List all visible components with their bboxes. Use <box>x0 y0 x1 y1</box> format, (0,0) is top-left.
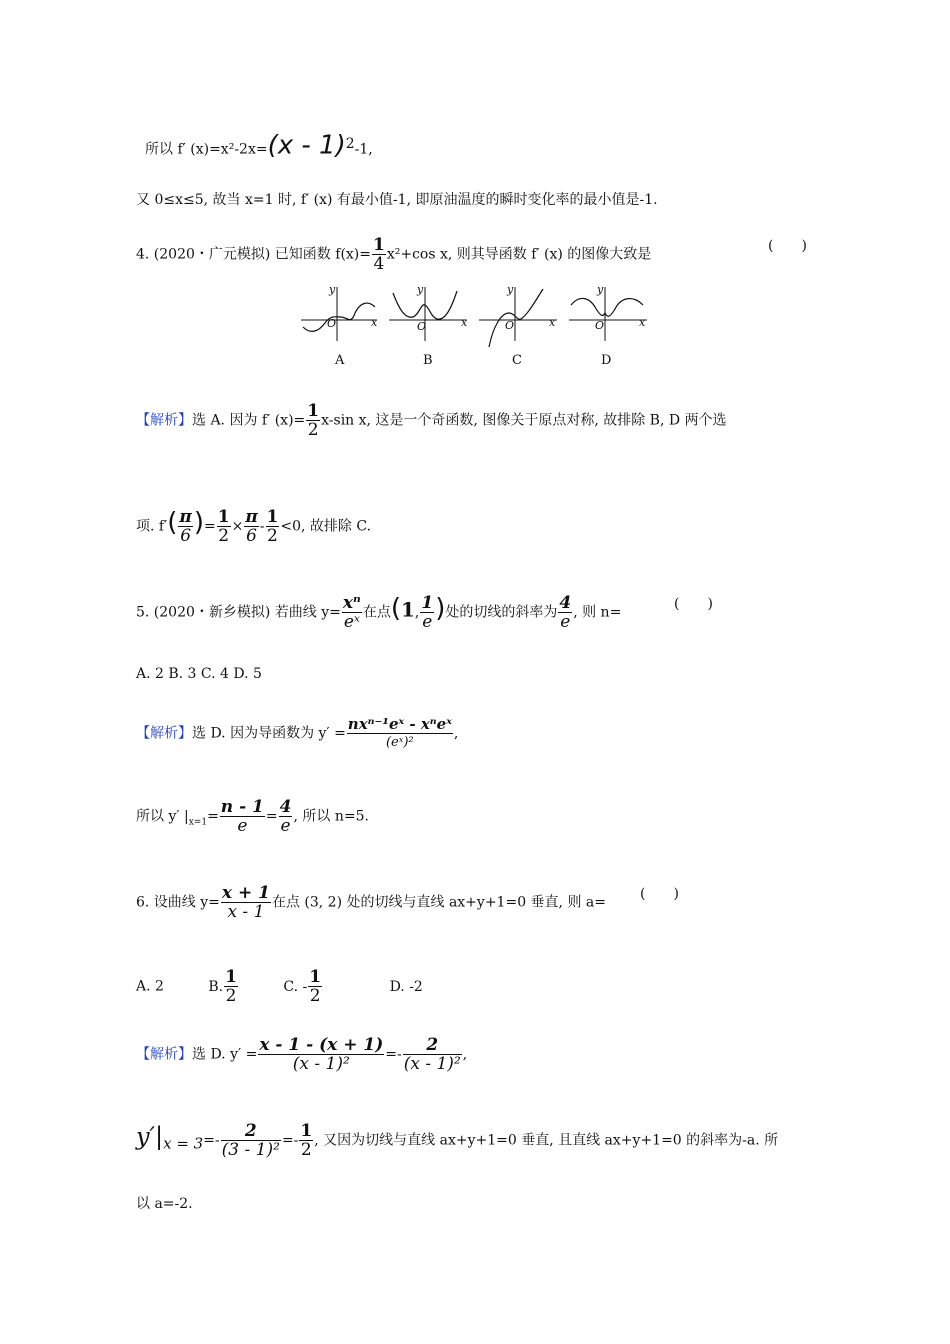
q6-options <box>136 968 423 1005</box>
q6-sol-eq: =- <box>385 1046 402 1063</box>
q6-solution-line3: 以 a=-2. <box>136 1196 193 1212</box>
q5-stem-a: 5. (2020・新乡模拟) 若曲线 y= <box>136 604 341 621</box>
q6-deriv-den: (x - 1)² <box>258 1054 384 1073</box>
derivative-text: 所以 f′ (x)=x²-2x= <box>145 141 268 158</box>
q4-stem-a: 4. (2020・广元模拟) 已知函数 f(x)= <box>136 246 371 263</box>
q4-sol-eq: = <box>204 518 216 535</box>
pi2-den: 6 <box>246 526 257 546</box>
q5-sol-eq2: = <box>265 808 278 825</box>
graph-a <box>301 287 377 341</box>
graph-a-origin: O <box>327 317 337 330</box>
q6-sol-b: , <box>462 1046 468 1063</box>
q6-option-c-fraction <box>308 968 322 1005</box>
q5-sol-b: , <box>453 725 459 742</box>
left-paren: ( <box>167 507 178 538</box>
derivative-line <box>145 130 373 161</box>
graph-label-c: C <box>512 353 522 368</box>
point-y-den: e <box>422 612 433 632</box>
q6-sol-c: , 又因为切线与直线 ax+y+1=0 垂直, 且直线 ax+y+1=0 的斜率为-a. 所 <box>314 1132 779 1149</box>
q5-sol-a: 选 D. 因为导函数为 y′ = <box>192 725 346 742</box>
q6-stem-a: 6. 设曲线 y= <box>136 894 220 911</box>
point-y-num: 1 <box>421 593 434 613</box>
q4-sol-e: <0, 故排除 C. <box>280 518 372 535</box>
q4-sol-fraction <box>306 402 320 439</box>
q6-stem-b: 在点 (3, 2) 处的切线与直线 ax+y+1=0 垂直, 则 a= <box>271 894 606 911</box>
graph-c-y-label: y <box>507 283 514 296</box>
q5-slope-fraction <box>279 798 293 835</box>
half2-num: 1 <box>266 507 279 527</box>
q6-half-fraction <box>299 1122 313 1159</box>
graph-d <box>569 287 647 341</box>
q5-result-num: n - 1 <box>220 797 264 817</box>
q4-sol-a: 选 A. 因为 f′ (x)= <box>192 412 306 429</box>
minimum-line: 又 0≤x≤5, 故当 x=1 时, f′ (x) 有最小值-1, 即原油温度的瞬时变化率的最小值是-1. <box>136 192 658 208</box>
q6-option-c: C. - <box>283 978 308 995</box>
q6-sol-eq2: =- <box>203 1132 220 1149</box>
question-5: 5. (2020・新乡模拟) 若曲线 y= $\frac{\text{xⁿ}}{\text{eˣ}}$ 在点(1, $\frac{1}{e}$ )处的切线的斜率为 $\frac{4}{e}$ , 则 n= <box>136 593 622 632</box>
q5-deriv-num: nxⁿ⁻¹eˣ - xⁿeˣ <box>347 715 452 733</box>
q6-sol-a: 选 D. y′ = <box>192 1046 258 1063</box>
q6-deriv-num: x - 1 - (x + 1) <box>259 1035 384 1055</box>
q6-c-num: 1 <box>309 967 322 987</box>
pi-num: π <box>179 507 192 527</box>
q6-eval-num: 2 <box>244 1121 257 1141</box>
q5-answer-paren: ( ) <box>674 596 713 612</box>
times-sign: × <box>231 518 244 535</box>
q4-frac-den: 4 <box>373 254 385 274</box>
q4-frac-num: 1 <box>373 235 385 255</box>
q6-function-fraction <box>221 884 271 921</box>
right-paren: ) <box>193 507 205 538</box>
graph-a-y-label: y <box>329 283 336 296</box>
graph-label-d: D <box>601 353 612 368</box>
slope-fraction <box>558 594 572 631</box>
q6-eval-fraction <box>221 1122 281 1159</box>
q4-sol-frac-den: 2 <box>307 420 319 440</box>
pi-den: 6 <box>180 526 192 546</box>
q6-option-d: D. -2 <box>389 978 423 995</box>
solution-tag: 【解析】 <box>136 1046 192 1063</box>
q4-sol-frac-num: 1 <box>307 401 320 421</box>
half1-num: 1 <box>217 507 230 527</box>
q5-deriv-den: (eˣ)² <box>347 733 453 752</box>
point-right-paren: ) <box>435 593 446 624</box>
pi2-num: π <box>245 507 258 527</box>
half-fraction-1 <box>217 508 231 545</box>
graph-c-origin: O <box>505 319 515 332</box>
q6-b-num: 1 <box>225 967 237 987</box>
question-6 <box>136 884 606 921</box>
q6-b-den: 2 <box>225 986 237 1006</box>
q5-options: A. 2 B. 3 C. 4 D. 5 <box>136 666 262 682</box>
q5-solution-line1 <box>136 715 458 752</box>
q5-derivative-fraction <box>347 715 453 752</box>
q5-slope-den: e <box>280 816 291 836</box>
q4-solution-line2 <box>136 508 371 545</box>
q6-derivative-fraction <box>258 1036 384 1073</box>
q6-solution-line2 <box>136 1122 778 1159</box>
graph-b-x-label: x <box>461 316 468 329</box>
q5-sol-c: 所以 y′ | <box>136 808 189 825</box>
q4-sol-c: 项. f′ <box>136 518 168 535</box>
q6-c-den: 2 <box>309 986 321 1006</box>
q6-f-num: x + 1 <box>221 883 270 903</box>
q4-graph-options <box>297 283 653 375</box>
pi-over-6-fraction <box>178 508 192 545</box>
q5-stem-d: , 则 n= <box>573 604 622 621</box>
question-4 <box>136 236 651 273</box>
graph-d-origin: O <box>595 319 605 332</box>
q6-solution-line1 <box>136 1036 467 1073</box>
pi-over-6-fraction-2 <box>244 508 258 545</box>
solution-tag: 【解析】 <box>136 412 192 429</box>
graph-a-x-label: x <box>371 316 378 329</box>
q6-half-num: 1 <box>300 1121 313 1141</box>
q6-answer-paren: ( ) <box>640 886 679 902</box>
q6-lhs: y′| <box>136 1122 164 1151</box>
q6-f-den: x - 1 <box>221 902 271 921</box>
point-y-fraction <box>420 594 434 631</box>
half-fraction-2 <box>266 508 280 545</box>
minus-sign: - <box>259 518 265 535</box>
q6-lhs-sub: x = 3 <box>163 1134 204 1153</box>
q6-sol-eq3: =- <box>281 1132 299 1149</box>
q5-stem-c: 处的切线的斜率为 <box>445 604 558 621</box>
q6-half-den: 2 <box>300 1140 312 1160</box>
graph-b-origin: O <box>417 320 427 333</box>
half1-den: 2 <box>218 526 230 546</box>
q6-eval-den: (3 - 1)² <box>221 1140 280 1160</box>
q5-solution-line2 <box>136 798 369 835</box>
graph-label-a: A <box>335 353 345 368</box>
q5-f-num: xⁿ <box>342 593 361 613</box>
graph-d-x-label: x <box>639 316 646 329</box>
q5-stem-b: 在点 <box>362 604 391 621</box>
q5-f-den: eˣ <box>343 612 360 632</box>
q5-result-den: e <box>220 816 265 835</box>
q5-sol-c4: , 所以 n=5. <box>293 808 369 825</box>
q6-option-b: B. <box>208 978 224 995</box>
q6-simplified-fraction <box>403 1036 462 1073</box>
q5-sol-eq1: = <box>207 808 219 825</box>
q5-function-fraction <box>342 594 362 631</box>
graph-b-y-label: y <box>417 283 424 296</box>
slope-den: e <box>560 612 571 632</box>
q4-answer-paren: ( ) <box>768 238 807 254</box>
q6-option-a: A. 2 <box>136 978 164 995</box>
q6-simp-den: (x - 1)² <box>403 1054 461 1074</box>
graph-d-y-label: y <box>597 283 604 296</box>
graph-c-x-label: x <box>549 316 556 329</box>
q5-sol-sub: x=1 <box>188 817 208 828</box>
q5-result-fraction <box>220 798 265 835</box>
q5-slope-num: 4 <box>279 797 292 817</box>
derivative-square-expr: (x - 1) <box>267 130 346 161</box>
q4-sol-b: x-sin x, 这是一个奇函数, 图像关于原点对称, 故排除 B, D 两个选 <box>321 412 727 429</box>
q6-simp-num: 2 <box>426 1035 439 1055</box>
q6-option-b-fraction <box>224 968 238 1005</box>
half2-den: 2 <box>267 526 278 546</box>
solution-tag: 【解析】 <box>136 725 192 742</box>
graph-label-b: B <box>423 353 433 368</box>
derivative-exponent: 2 <box>345 136 355 152</box>
graph-c <box>479 287 557 347</box>
q4-stem-b: x²+cos x, 则其导函数 f′ (x) 的图像大致是 <box>386 246 652 263</box>
q4-fraction <box>372 236 386 273</box>
derivative-suffix: -1, <box>354 141 373 158</box>
graph-b <box>389 287 467 341</box>
point-x: 1 <box>400 597 415 622</box>
slope-num: 4 <box>559 593 572 613</box>
q4-solution-line1 <box>136 402 727 439</box>
point-left-paren: ( <box>390 593 401 624</box>
